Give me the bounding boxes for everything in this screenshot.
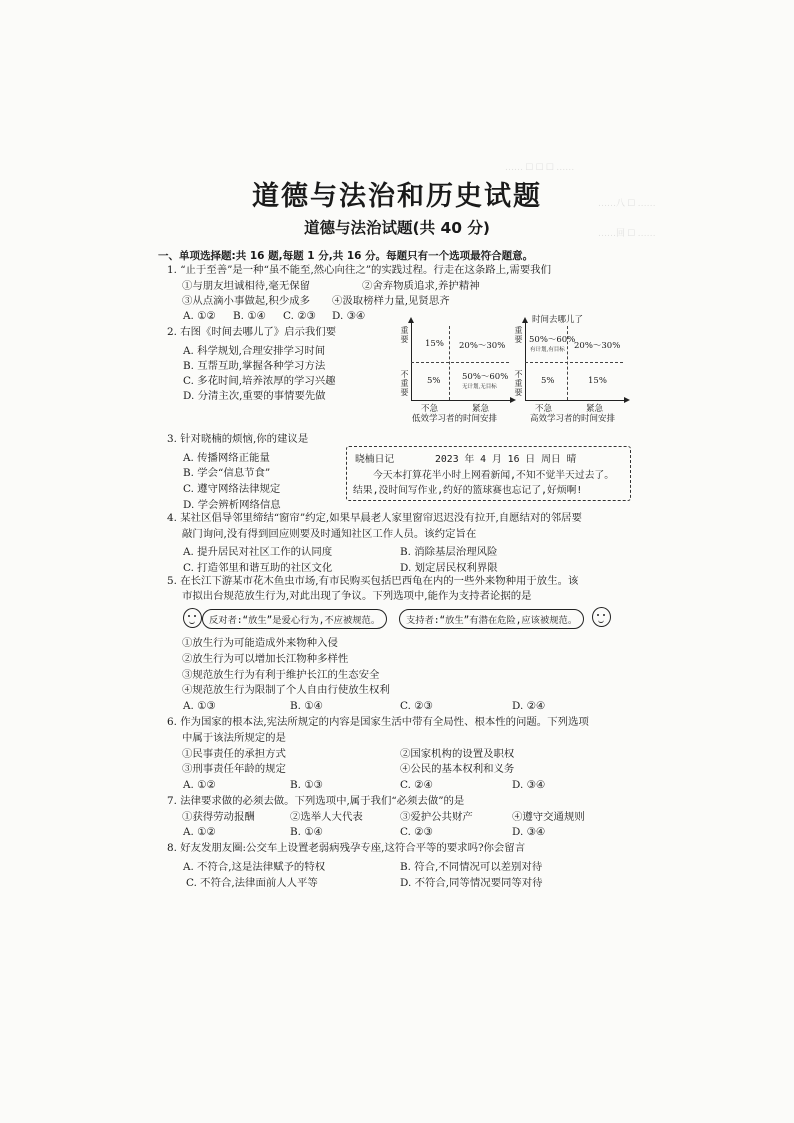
q2-option-c[interactable]: C. 多花时间,培养浓厚的学习兴趣 [183, 375, 336, 387]
q6-option-c[interactable]: C. ②④ [400, 779, 433, 791]
q4-stem-line-1: 4. 某社区倡导邻里缔结“窗帘”约定,如果早晨老人家里窗帘迟迟没有拉开,自愿结对的邻居要 [167, 512, 582, 524]
q1-statement-3: ③从点滴小事做起,积少成多 [182, 295, 310, 307]
chart2-y-top-label: 重要 [514, 326, 523, 344]
chart1-y-bottom-label: 不重要 [400, 370, 409, 397]
chart1-divider-v [449, 326, 450, 400]
diary-heading: 晓楠日记 [355, 454, 395, 465]
supporter-speech-bubble: 支持者:“放生”有潜在危险,应该被规范。 [399, 609, 584, 629]
q4-option-d[interactable]: D. 划定居民权利界限 [400, 562, 498, 574]
q8-option-b[interactable]: B. 符合,不同情况可以差别对待 [400, 861, 543, 873]
q5-statement-4: ④规范放生行为限制了个人自由行使放生权利 [182, 684, 390, 696]
q7-option-c[interactable]: C. ②③ [400, 826, 433, 838]
chart2-cell-unimportant-not-urgent: 5% [541, 376, 555, 386]
q6-option-d[interactable]: D. ③④ [512, 779, 546, 791]
chart2-x-right-label: 紧急 [586, 404, 604, 414]
supporter-face-icon [592, 607, 611, 627]
chart2-y-arrow [522, 317, 528, 323]
diary-box [346, 446, 631, 501]
chart2-cell-unimportant-urgent: 15% [588, 376, 607, 386]
chart1-x-arrow [510, 397, 516, 403]
q1-statement-2: ②舍弃物质追求,养护精神 [362, 280, 480, 292]
chart2-y-axis [525, 322, 526, 400]
q5-stem-line-1: 5. 在长江下游某市花木鱼虫市场,有市民购买包括巴西龟在内的一些外来物种用于放生。该 [167, 575, 579, 587]
q1-statement-4: ④汲取榜样力量,见贤思齐 [332, 295, 450, 307]
q7-statement-4: ④遵守交通规则 [512, 811, 585, 823]
q7-option-d[interactable]: D. ③④ [512, 826, 546, 838]
diary-date: 2023 年 4 月 16 日 周日 晴 [435, 454, 577, 465]
show-through-text: ……回 ☐ …… [598, 228, 656, 238]
q3-option-a[interactable]: A. 传播网络正能量 [183, 452, 270, 464]
q2-option-b[interactable]: B. 互帮互助,掌握各种学习方法 [183, 360, 326, 372]
q2-stem: 2. 右图《时间去哪儿了》启示我们要 [167, 326, 337, 338]
q3-stem: 3. 针对晓楠的烦恼,你的建议是 [167, 433, 309, 445]
chart1-divider-h [411, 362, 509, 363]
q6-stem-line-2: 中属于该法所规定的是 [182, 732, 286, 744]
chart2-cell-important-not-urgent: 50%～60% [529, 335, 576, 345]
q4-stem-line-2: 敲门询问,没有得到回应则要及时通知社区工作人员。该约定旨在 [182, 528, 477, 540]
chart1-cell-note: 无计划,无目标 [462, 384, 497, 390]
chart2-x-arrow [624, 397, 630, 403]
q6-statement-4: ④公民的基本权利和义务 [400, 763, 515, 775]
q5-statement-2: ②放生行为可以增加长江物种多样性 [182, 653, 349, 665]
q8-stem: 8. 好友发朋友圈:公交车上设置老弱病残孕专座,这符合平等的要求吗?你会留言 [167, 842, 526, 854]
q4-option-a[interactable]: A. 提升居民对社区工作的认同度 [183, 546, 333, 558]
q3-option-b[interactable]: B. 学会“信息节食” [183, 467, 271, 479]
q8-option-a[interactable]: A. 不符合,这是法律赋予的特权 [183, 861, 326, 873]
page-title: 道德与法治和历史试题 [252, 181, 542, 212]
q7-statement-1: ①获得劳动报酬 [182, 811, 255, 823]
q6-stem-line-1: 6. 作为国家的根本法,宪法所规定的内容是国家生活中带有全局性、根本性的问题。下列选项 [167, 716, 589, 728]
q5-option-d[interactable]: D. ②④ [512, 700, 546, 712]
chart1-cell-unimportant-not-urgent: 5% [427, 376, 441, 386]
section-heading: 一、单项选择题:共 16 题,每题 1 分,共 16 分。每题只有一个选项最符合题意。 [158, 250, 534, 262]
q8-option-c[interactable]: C. 不符合,法律面前人人平等 [186, 877, 318, 889]
show-through-text: …… ☐ ☐ ☐ …… [505, 162, 575, 172]
page-subtitle: 道德与法治试题(共 40 分) [303, 219, 491, 237]
q5-statement-1: ①放生行为可能造成外来物种入侵 [182, 637, 338, 649]
chart2-divider-h [525, 362, 623, 363]
q2-option-a[interactable]: A. 科学规划,合理安排学习时间 [183, 345, 326, 357]
q4-option-c[interactable]: C. 打造邻里和谐互助的社区文化 [183, 562, 333, 574]
q7-option-a[interactable]: A. ①② [183, 826, 216, 838]
chart1-x-axis [411, 400, 511, 401]
q4-option-b[interactable]: B. 消除基层治理风险 [400, 546, 498, 558]
q5-option-a[interactable]: A. ①③ [183, 700, 216, 712]
q6-statement-2: ②国家机构的设置及职权 [400, 748, 515, 760]
opponent-face-icon [183, 608, 202, 628]
q7-stem: 7. 法律要求做的必须去做。下列选项中,属于我们“必须去做”的是 [167, 795, 465, 807]
chart1-cell-important-urgent: 20%～30% [459, 341, 506, 351]
chart1-y-arrow [408, 317, 414, 323]
q1-option-d[interactable]: D. ③④ [332, 310, 366, 322]
q7-statement-2: ②选举人大代表 [290, 811, 363, 823]
chart2-x-axis [525, 400, 625, 401]
q1-option-c[interactable]: C. ②③ [283, 310, 316, 322]
chart2-cell-important-urgent: 20%～30% [574, 341, 621, 351]
q3-option-c[interactable]: C. 遵守网络法律规定 [183, 483, 281, 495]
chart2-caption: 高效学习者的时间安排 [530, 414, 616, 424]
q1-statement-1: ①与朋友坦诚相待,毫无保留 [182, 280, 310, 292]
q5-option-b[interactable]: B. ①④ [290, 700, 323, 712]
chart2-x-left-label: 不急 [535, 404, 553, 414]
q5-statement-3: ③规范放生行为有利于维护长江的生态安全 [182, 669, 380, 681]
q6-statement-3: ③刑事责任年龄的规定 [182, 763, 286, 775]
chart1-y-axis [411, 322, 412, 400]
chart1-caption: 低效学习者的时间安排 [412, 414, 498, 424]
q2-option-d[interactable]: D. 分清主次,重要的事情要先做 [183, 390, 326, 402]
q1-option-b[interactable]: B. ①④ [233, 310, 266, 322]
q7-option-b[interactable]: B. ①④ [290, 826, 323, 838]
diary-line-1: 今天本打算花半小时上网看新闻,不知不觉半天过去了。 [373, 470, 615, 481]
q1-option-a[interactable]: A. ①② [183, 310, 216, 322]
q1-stem: 1. “止于至善”是一种“虽不能至,然心向往之”的实践过程。行走在这条路上,需要我们 [167, 264, 551, 276]
q6-statement-1: ①民事责任的承担方式 [182, 748, 286, 760]
chart1-x-right-label: 紧急 [472, 404, 490, 414]
chart2-cell-note: 有计划,有目标 [530, 347, 565, 353]
chart2-header: 时间去哪儿了 [532, 315, 584, 325]
chart1-y-top-label: 重要 [400, 326, 409, 344]
chart1-x-left-label: 不急 [421, 404, 439, 414]
q6-option-b[interactable]: B. ①③ [290, 779, 323, 791]
q7-statement-3: ③爱护公共财产 [400, 811, 473, 823]
q6-option-a[interactable]: A. ①② [183, 779, 216, 791]
q5-stem-line-2: 市拟出台规范放生行为,对此出现了争议。下列选项中,能作为支持者论据的是 [182, 590, 532, 602]
opponent-speech-bubble: 反对者:“放生”是爱心行为,不应被规范。 [202, 609, 387, 629]
diary-line-2: 结果,没时间写作业,约好的篮球赛也忘记了,好烦啊! [353, 485, 583, 496]
chart1-cell-important-not-urgent: 15% [425, 339, 444, 349]
chart2-y-bottom-label: 不重要 [514, 370, 523, 397]
q8-option-d[interactable]: D. 不符合,同等情况要同等对待 [400, 877, 543, 889]
q3-option-d[interactable]: D. 学会辨析网络信息 [183, 499, 281, 511]
chart1-cell-unimportant-urgent: 50%～60% [462, 372, 509, 382]
show-through-text: ……八 ☐ …… [598, 198, 656, 208]
q5-option-c[interactable]: C. ②③ [400, 700, 433, 712]
